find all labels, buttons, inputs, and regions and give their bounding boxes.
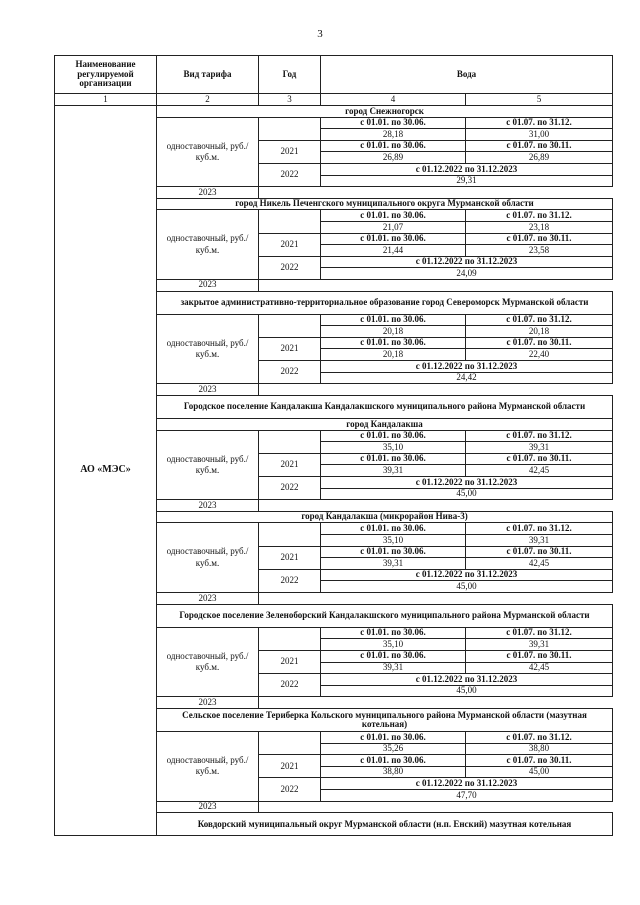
value-cell: 45,00 (321, 488, 613, 500)
period-label: с 01.01. по 30.06. (321, 755, 466, 767)
year-cell: 2023 (157, 500, 259, 512)
value-cell: 21,44 (321, 245, 466, 257)
section-title: Городское поселение Зеленоборский Кандалакшского муниципального района Мурманской области (157, 604, 613, 627)
period-label: с 01.01. по 30.06. (321, 523, 466, 535)
section-title: город Снежногорск (157, 106, 613, 118)
header-year: Год (259, 56, 321, 94)
year-cell: 2021 (259, 337, 321, 360)
header-org: Наименование регулируемой организации (55, 56, 157, 94)
header-num: 2 (157, 94, 259, 106)
header-water: Вода (321, 56, 613, 94)
value-cell: 45,00 (466, 766, 613, 778)
period-label: с 01.12.2022 по 31.12.2023 (321, 163, 613, 175)
period-label: с 01.01. по 30.06. (321, 210, 466, 222)
section-subtitle: город Кандалакша (157, 419, 613, 431)
value-cell: 39,31 (466, 639, 613, 651)
value-cell: 39,31 (466, 534, 613, 546)
period-label: с 01.01. по 30.06. (321, 453, 466, 465)
year-cell: 2022 (259, 778, 321, 801)
year-cell: 2023 (157, 279, 259, 291)
year-cell: 2021 (259, 546, 321, 569)
value-cell: 42,45 (466, 465, 613, 477)
period-label: с 01.07. по 31.12. (466, 210, 613, 222)
period-label: с 01.01. по 30.06. (321, 650, 466, 662)
section-title: город Никель Печенгского муниципального округа Мурманской области (157, 198, 613, 210)
tariff-table (54, 55, 613, 836)
period-label: с 01.07. по 31.12. (466, 430, 613, 442)
org-name: АО «МЭС» (55, 106, 157, 836)
header-num: 4 (321, 94, 466, 106)
year-cell: 2022 (259, 477, 321, 500)
period-label: с 01.07. по 30.11. (466, 755, 613, 767)
period-label: с 01.01. по 30.06. (321, 233, 466, 245)
period-label: с 01.01. по 30.06. (321, 627, 466, 639)
value-cell: 42,45 (466, 558, 613, 570)
tariff-label: одноставочный, руб./куб.м. (157, 732, 259, 802)
header-num: 1 (55, 94, 157, 106)
period-label: с 01.01. по 30.06. (321, 546, 466, 558)
period-label: с 01.01. по 30.06. (321, 337, 466, 349)
value-cell: 26,89 (466, 152, 613, 164)
period-label: с 01.07. по 30.11. (466, 546, 613, 558)
section-title: Ковдорский муниципальный округ Мурманской области (н.п. Енский) мазутная котельная (157, 813, 613, 836)
period-label: с 01.12.2022 по 31.12.2023 (321, 778, 613, 790)
year-cell (259, 210, 321, 233)
value-cell: 39,31 (321, 662, 466, 674)
period-label: с 01.01. по 30.06. (321, 140, 466, 152)
value-cell: 42,45 (466, 662, 613, 674)
value-cell: 24,42 (321, 372, 613, 384)
year-cell: 2022 (259, 674, 321, 697)
value-cell: 23,58 (466, 245, 613, 257)
year-cell (259, 314, 321, 337)
year-cell: 2023 (157, 801, 259, 813)
period-label: с 01.07. по 30.11. (466, 650, 613, 662)
tariff-label: одноставочный, руб./куб.м. (157, 314, 259, 384)
section-title: город Кандалакша (микрорайон Нива-3) (157, 511, 613, 523)
period-label: с 01.07. по 30.11. (466, 453, 613, 465)
period-label: с 01.12.2022 по 31.12.2023 (321, 477, 613, 489)
period-label: с 01.07. по 30.11. (466, 140, 613, 152)
period-label: с 01.07. по 30.11. (466, 337, 613, 349)
value-cell: 45,00 (321, 581, 613, 593)
period-label: с 01.12.2022 по 31.12.2023 (321, 569, 613, 581)
tariff-label: одноставочный, руб./куб.м. (157, 117, 259, 187)
year-cell: 2023 (157, 697, 259, 709)
year-cell: 2021 (259, 650, 321, 673)
header-num: 3 (259, 94, 321, 106)
tariff-label: одноставочный, руб./куб.м. (157, 523, 259, 593)
value-cell: 31,00 (466, 129, 613, 141)
value-cell: 21,07 (321, 221, 466, 233)
value-cell: 23,18 (466, 221, 613, 233)
value-cell: 35,10 (321, 639, 466, 651)
period-label: с 01.12.2022 по 31.12.2023 (321, 256, 613, 268)
value-cell: 26,89 (321, 152, 466, 164)
value-cell: 35,10 (321, 534, 466, 546)
period-label: с 01.01. по 30.06. (321, 314, 466, 326)
tariff-label: одноставочный, руб./куб.м. (157, 627, 259, 697)
value-cell: 20,18 (466, 326, 613, 338)
period-label: с 01.01. по 30.06. (321, 430, 466, 442)
year-cell: 2023 (157, 187, 259, 199)
value-cell: 38,80 (466, 743, 613, 755)
period-label: с 01.01. по 30.06. (321, 117, 466, 129)
header-num: 5 (466, 94, 613, 106)
section-title: Городское поселение Кандалакша Кандалакшского муниципального района Мурманской области (157, 395, 613, 418)
year-cell (259, 627, 321, 650)
period-label: с 01.12.2022 по 31.12.2023 (321, 361, 613, 373)
year-cell: 2022 (259, 256, 321, 279)
period-label: с 01.07. по 31.12. (466, 523, 613, 535)
year-cell (259, 117, 321, 140)
period-label: с 01.07. по 31.12. (466, 314, 613, 326)
year-cell: 2021 (259, 233, 321, 256)
year-cell: 2023 (157, 592, 259, 604)
value-cell: 24,09 (321, 268, 613, 280)
value-cell: 28,18 (321, 129, 466, 141)
period-label: с 01.07. по 31.12. (466, 117, 613, 129)
period-label: с 01.07. по 31.12. (466, 732, 613, 744)
value-cell: 38,80 (321, 766, 466, 778)
period-label: с 01.07. по 31.12. (466, 627, 613, 639)
page-number: 3 (317, 28, 323, 40)
value-cell: 39,31 (466, 442, 613, 454)
value-cell: 35,10 (321, 442, 466, 454)
period-label: с 01.07. по 30.11. (466, 233, 613, 245)
year-cell: 2021 (259, 755, 321, 778)
value-cell: 35,26 (321, 743, 466, 755)
year-cell: 2021 (259, 140, 321, 163)
tariff-label: одноставочный, руб./куб.м. (157, 210, 259, 280)
year-cell: 2022 (259, 163, 321, 186)
year-cell: 2023 (157, 384, 259, 396)
year-cell (259, 523, 321, 546)
value-cell: 29,31 (321, 175, 613, 187)
year-cell: 2021 (259, 453, 321, 476)
value-cell: 20,18 (321, 349, 466, 361)
value-cell: 47,70 (321, 790, 613, 802)
value-cell: 20,18 (321, 326, 466, 338)
section-title: Сельское поселение Териберка Кольского муниципального района Мурманской области (мазутная котельная) (157, 708, 613, 731)
tariff-label: одноставочный, руб./куб.м. (157, 430, 259, 500)
year-cell (259, 430, 321, 453)
header-tariff: Вид тарифа (157, 56, 259, 94)
year-cell (259, 732, 321, 755)
period-label: с 01.12.2022 по 31.12.2023 (321, 674, 613, 686)
value-cell: 39,31 (321, 465, 466, 477)
value-cell: 45,00 (321, 685, 613, 697)
year-cell: 2022 (259, 361, 321, 384)
period-label: с 01.01. по 30.06. (321, 732, 466, 744)
value-cell: 39,31 (321, 558, 466, 570)
section-title: закрытое административно-территориальное образование город Североморск Мурманской области (157, 291, 613, 314)
year-cell: 2022 (259, 569, 321, 592)
value-cell: 22,40 (466, 349, 613, 361)
